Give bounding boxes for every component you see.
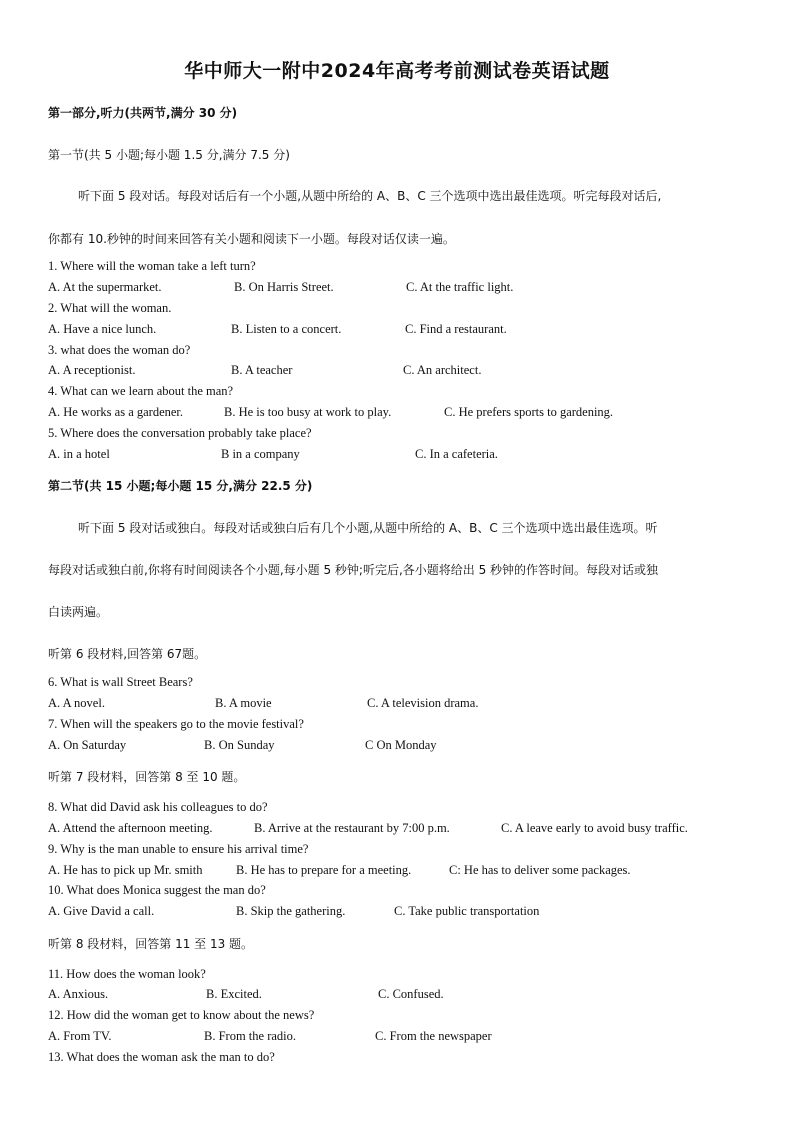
option-c: C. A television drama. [367,696,479,710]
option-b: B. From the radio. [204,1029,297,1043]
section2-instruction-line: 每段对话或独白前,你将有时间阅读各个小题,每小题 5 秒钟;听完后,各小题将给出 5 秒钟的作答时间。每段对话或独 [48,563,659,577]
group-intro: 听第 6 段材料,回答第 67题。 [48,647,207,661]
option-a: A. Attend the afternoon meeting. [48,821,213,835]
section1-instruction-line: 听下面 5 段对话。每段对话后有一个小题,从题中所给的 A、B、C 三个选项中选出最佳选项。听完每段对话后, [78,189,662,203]
option-c: C. Confused. [378,987,444,1001]
option-a: A. in a hotel [48,447,110,461]
option-b: B in a company [221,447,300,461]
question-text: 6. What is wall Street Bears? [48,675,193,689]
option-b: B. Arrive at the restaurant by 7:00 p.m. [254,821,450,835]
option-a: A. He has to pick up Mr. smith [48,863,203,877]
section1-instruction-line: 你都有 10.秒钟的时间来回答有关小题和阅读下一小题。每段对话仅读一遍。 [48,232,455,246]
option-c: C. In a cafeteria. [415,447,498,461]
group-intro: 听第 8 段材料，回答第 11 至 13 题。 [48,937,254,951]
question-text: 5. Where does the conversation probably take place? [48,426,312,440]
question-text: 4. What can we learn about the man? [48,384,234,398]
option-b: B. Skip the gathering. [236,904,346,918]
option-a: A. Give David a call. [48,904,155,918]
option-a: A. A novel. [48,696,105,710]
page-title: 华中师大一附中2024年高考考前测试卷英语试题 [184,60,610,82]
option-c: C. Find a restaurant. [405,322,507,336]
option-a: A. At the supermarket. [48,280,162,294]
option-c: C. Take public transportation [394,904,540,918]
option-b: B. A movie [215,696,272,710]
option-b: B. A teacher [231,363,293,377]
option-b: B. Listen to a concert. [231,322,342,336]
question-text: 7. When will the speakers go to the movie festival? [48,717,304,731]
option-b: B. On Harris Street. [234,280,334,294]
option-a: A. Have a nice lunch. [48,322,157,336]
question-text: 3. what does the woman do? [48,343,191,357]
section2-heading: 第二节(共 15 小题;每小题 15 分,满分 22.5 分) [48,479,313,493]
option-a: A. A receptionist. [48,363,136,377]
question-text: 1. Where will the woman take a left turn? [48,259,256,273]
question-text: 12. How did the woman get to know about the news? [48,1008,315,1022]
question-text: 13. What does the woman ask the man to do? [48,1050,275,1064]
group-intro: 听第 7 段材料，回答第 8 至 10 题。 [48,770,246,784]
option-a: A. Anxious. [48,987,109,1001]
option-c: C: He has to deliver some packages. [449,863,631,877]
option-c: C. At the traffic light. [406,280,514,294]
option-b: B. He has to prepare for a meeting. [236,863,412,877]
option-c: C. A leave early to avoid busy traffic. [501,821,688,835]
option-a: A. He works as a gardener. [48,405,184,419]
option-c: C On Monday [365,738,437,752]
option-a: A. From TV. [48,1029,112,1043]
section1-heading: 第一节(共 5 小题;每小题 1.5 分,满分 7.5 分) [48,148,290,162]
option-b: B. On Sunday [204,738,275,752]
question-text: 10. What does Monica suggest the man do? [48,883,266,897]
part1-heading: 第一部分,听力(共两节,满分 30 分) [48,106,238,120]
question-text: 2. What will the woman. [48,301,172,315]
option-c: C. An architect. [403,363,482,377]
option-a: A. On Saturday [48,738,127,752]
option-c: C. From the newspaper [375,1029,492,1043]
question-text: 9. Why is the man unable to ensure his arrival time? [48,842,309,856]
question-text: 11. How does the woman look? [48,967,206,981]
option-b: B. Excited. [206,987,262,1001]
section2-instruction-line: 白读两遍。 [48,605,109,619]
section2-instruction-line: 听下面 5 段对话或独白。每段对话或独白后有几个小题,从题中所给的 A、B、C 三个选项中选出最佳选项。听 [78,521,658,535]
option-c: C. He prefers sports to gardening. [444,405,614,419]
question-text: 8. What did David ask his colleagues to do? [48,800,268,814]
option-b: B. He is too busy at work to play. [224,405,392,419]
